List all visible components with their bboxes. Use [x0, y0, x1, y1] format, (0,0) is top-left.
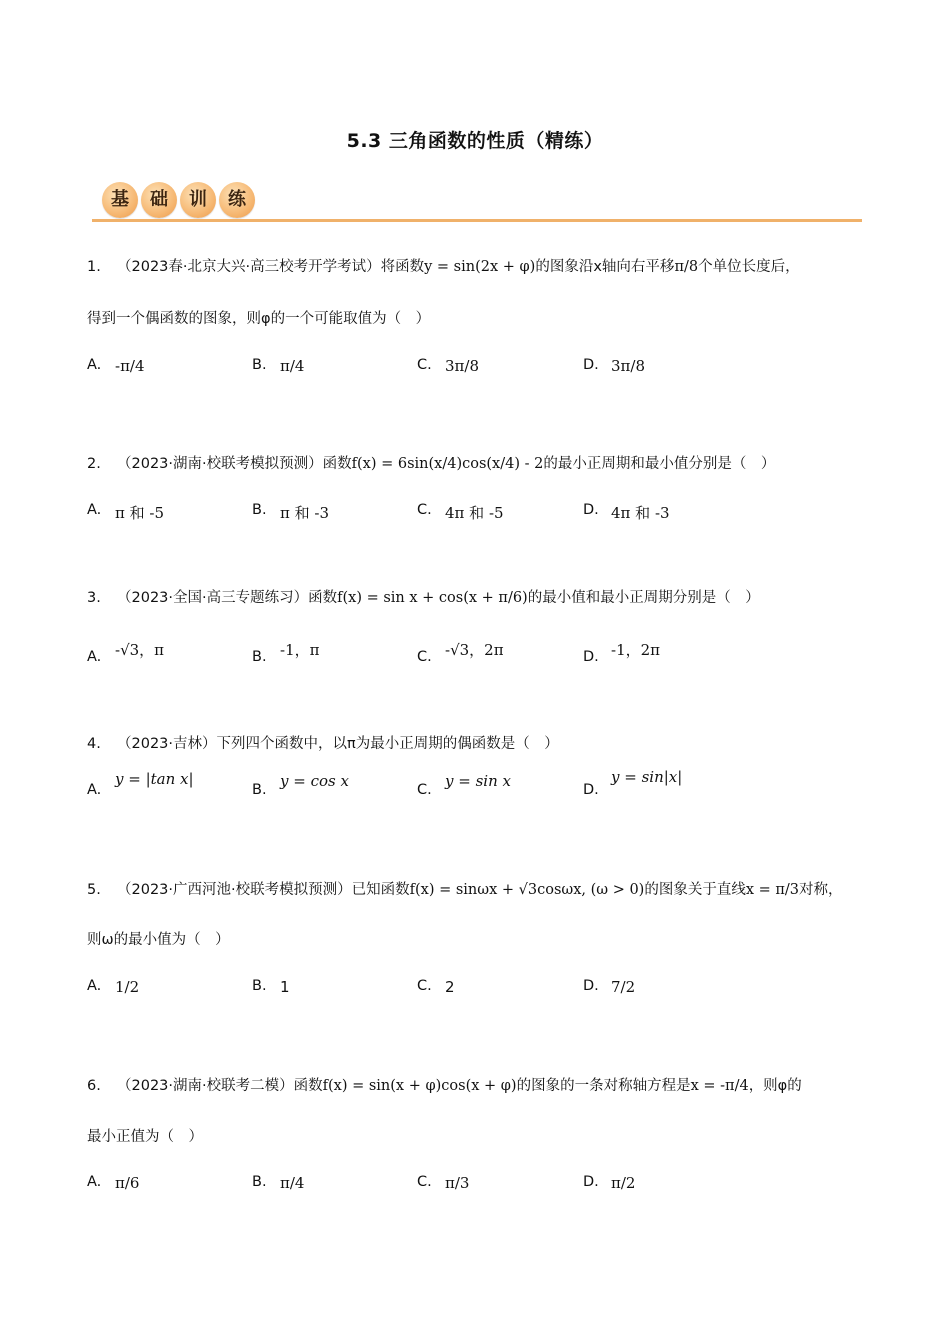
question-5: 5. （2023·广西河池·校联考模拟预测）已知函数f(x) = sinωx + √3cosωx, (ω > 0)的图象关于直线x = π/3对称，: [87, 882, 843, 898]
question-4-options: A. y = |tan x| B. y = cos x C. y = sin x D. y = sin|x|: [87, 768, 683, 798]
badge-ji: 基: [102, 182, 138, 218]
q6-line-eq: x = -π/4: [690, 1078, 749, 1094]
q5-line-eq: x = π/3: [745, 882, 800, 898]
question-1: 1. （2023春·北京大兴·高三校考开学考试）将函数y = sin(2x + φ)的图象沿x轴向右平移π/8个单位长度后，: [87, 259, 800, 275]
question-4: 4. （2023·吉林）下列四个函数中，以π为最小正周期的偶函数是（ ）: [87, 736, 559, 752]
section-banner: [92, 182, 862, 224]
q6-formula: f(x) = sin(x + φ)cos(x + φ): [322, 1078, 517, 1094]
question-1-line2: 得到一个偶函数的图象，则φ的一个可能取值为（ ）: [87, 311, 431, 327]
question-3: 3. （2023·全国·高三专题练习）函数f(x) = sin x + cos(x + π/6)的最小值和最小正周期分别是（ ）: [87, 590, 760, 606]
badge-xun: 训: [180, 182, 216, 218]
q1-shift: π/8: [674, 259, 699, 275]
q3-formula: f(x) = sin x + cos(x + π/6): [337, 590, 528, 606]
question-6-options: A. π/6 B. π/4 C. π/3 D. π/2: [87, 1174, 636, 1192]
q1-formula: y = sin(2x + φ): [424, 259, 536, 275]
banner-divider: [92, 219, 862, 222]
badge-chu: 础: [141, 182, 177, 218]
section-badges: [102, 182, 255, 218]
question-5-line2: 则ω的最小值为（ ）: [87, 932, 230, 948]
question-6: 6. （2023·湖南·校联考二模）函数f(x) = sin(x + φ)cos(x + φ)的图象的一条对称轴方程是x = -π/4，则φ的: [87, 1078, 802, 1094]
question-2-options: A. π 和 -5 B. π 和 -3 C. 4π 和 -5 D. 4π 和 -3: [87, 502, 670, 522]
question-3-options: A. -√3，π B. -1，π C. -√3，2π D. -1，2π: [87, 641, 661, 665]
question-5-options: A. 1/2 B. 1 C. 2 D. 7/2: [87, 978, 636, 996]
question-2: 2. （2023·湖南·校联考模拟预测）函数f(x) = 6sin(x/4)cos(x/4) - 2的最小正周期和最小值分别是（ ）: [87, 456, 776, 472]
q2-formula: f(x) = 6sin(x/4)cos(x/4) - 2: [351, 456, 544, 472]
page-title: 5.3 三角函数的性质（精练）: [346, 130, 604, 152]
q5-formula: f(x) = sinωx + √3cosωx, (ω > 0): [409, 882, 645, 898]
question-1-options: A. -π/4 B. π/4 C. 3π/8 D. 3π/8: [87, 357, 645, 375]
badge-lian: 练: [219, 182, 255, 218]
question-6-line2: 最小正值为（ ）: [87, 1129, 203, 1145]
